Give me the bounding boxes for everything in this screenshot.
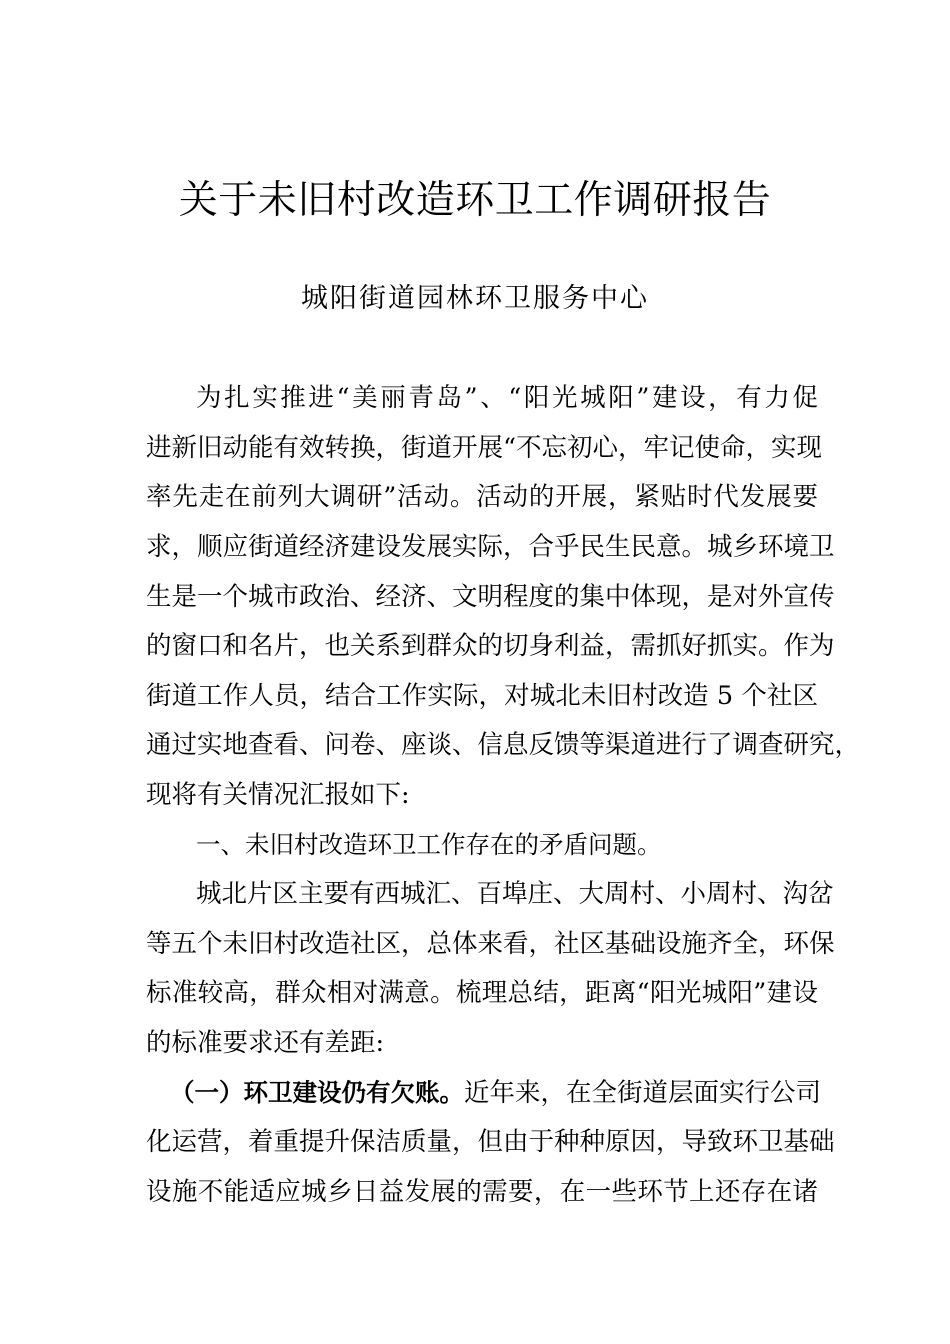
paragraph-line: 进新旧动能有效转换，街道开展“不忘初心，牢记使命，实现 [146,433,823,463]
paragraph-line: 求，顺应街道经济建设发展实际，合乎民生民意。城乡环境卫 [146,532,835,562]
paragraph-line: 等五个未旧村改造社区，总体来看，社区基础设施齐全，环保 [146,929,835,959]
paragraph-line: 生是一个城市政治、经济、文明程度的集中体现，是对外宣传 [146,582,835,612]
paragraph-line: 标准较高，群众相对满意。梳理总结，距离“阳光城阳”建设 [146,978,818,1008]
paragraph-line: 设施不能适应城乡日益发展的需要，在一些环节上还存在诸 [146,1177,818,1207]
paragraph-line: 城北片区主要有西城汇、百埠庄、大周村、小周村、沟岔 [196,879,834,909]
subsection-text: 近年来，在全街道层面实行公司 [464,1078,822,1108]
paragraph-line: 的标准要求还有差距: [146,1028,385,1058]
paragraph-line: 通过实地查看、问卷、座谈、信息反馈等渠道进行了调查研究， [146,730,861,760]
document-subtitle: 城阳街道园林环卫服务中心 [301,283,649,314]
paragraph-line: 为扎实推进“美丽青岛”、“阳光城阳”建设，有力促 [196,383,818,413]
paragraph-line: 的窗口和名片，也关系到群众的切身利益，需抓好抓实。作为 [146,631,835,661]
subsection-first-line [170,1073,822,1113]
paragraph-line: 现将有关情况汇报如下: [146,780,410,810]
section-heading: 一、未旧村改造环卫工作存在的矛盾问题。 [196,830,662,859]
paragraph-line: 化运营，着重提升保洁质量，但由于种种原因，导致环卫基础 [146,1127,835,1157]
subsection-heading: （一）环卫建设仍有欠账。 [170,1078,464,1107]
paragraph-line: 率先走在前列大调研”活动。活动的开展，紧贴时代发展要 [146,482,818,512]
paragraph-line: 街道工作人员，结合工作实际，对城北未旧村改造 5 个社区 [146,681,818,711]
document-title: 关于未旧村改造环卫工作调研报告 [178,178,772,223]
